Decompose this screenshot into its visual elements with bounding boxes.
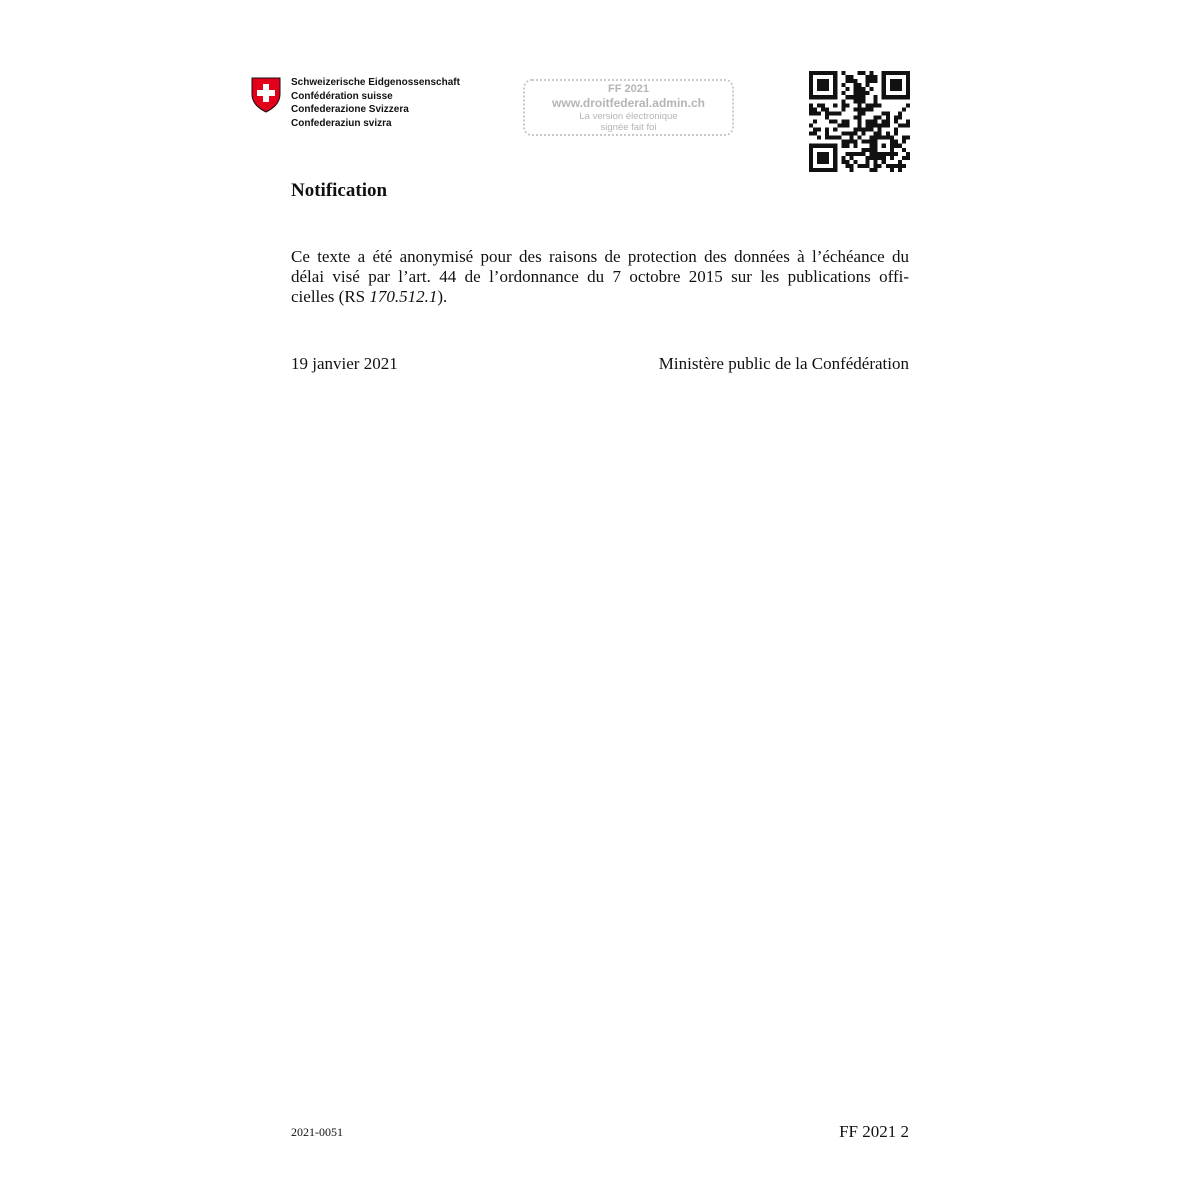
signature-row <box>291 354 909 376</box>
federal-name-italian: Confederazione Svizzera <box>291 104 409 115</box>
stamp-reference: FF 2021 <box>608 83 649 95</box>
notification-body <box>291 247 909 307</box>
electronic-signature-stamp <box>523 79 734 136</box>
document-number: 2021-0051 <box>291 1125 343 1139</box>
notification-title: Notification <box>291 180 388 201</box>
swiss-cross-shield-icon <box>251 77 281 113</box>
rs-reference: 170.512.1 <box>369 287 438 306</box>
body-line: délai visé par l’art. 44 de l’ordonnance du 7 octobre 2015 sur les publications offi- <box>291 267 909 286</box>
federal-name-romansh: Confederaziun svizra <box>291 117 392 129</box>
publication-date: 19 janvier 2021 <box>291 354 398 373</box>
body-line: Ce texte a été anonymisé pour des raisons de protection des données à l’échéance du <box>291 247 909 266</box>
federal-name-french: Confédération suisse <box>291 90 393 102</box>
body-line-prefix: cielles (RS <box>291 287 370 306</box>
stamp-url: www.droitfederal.admin.ch <box>552 96 705 110</box>
stamp-note-line2: signée fait foi <box>600 122 657 133</box>
federal-names <box>291 76 491 130</box>
federal-name-german: Schweizerische Eidgenossenschaft <box>291 77 460 88</box>
body-line-suffix: ). <box>437 287 448 306</box>
stamp-note-line1: La version électronique <box>579 111 678 122</box>
gazette-reference: FF 2021 2 <box>839 1122 909 1141</box>
qr-code-icon <box>809 71 910 172</box>
issuing-authority: Ministère public de la Confédération <box>658 354 909 373</box>
body-line-last <box>291 287 909 307</box>
